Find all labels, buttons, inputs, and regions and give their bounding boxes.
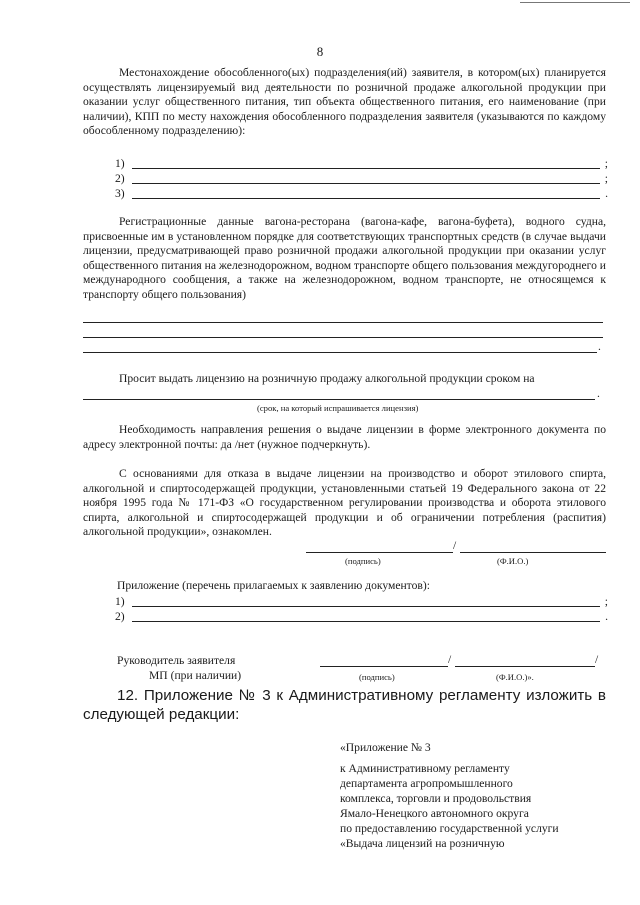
- line-number: 3): [115, 187, 125, 200]
- fill-underline: [132, 621, 600, 622]
- attachment-line-2[interactable]: [115, 609, 608, 624]
- term-fill-line[interactable]: [83, 399, 595, 400]
- fill-underline: [132, 198, 600, 199]
- refusal-slash: /: [453, 539, 457, 552]
- transport-fill-line-3[interactable]: [83, 352, 597, 353]
- refusal-name-line[interactable]: [460, 552, 606, 553]
- refusal-signature-line[interactable]: [306, 552, 453, 553]
- transport-fill-line-1[interactable]: [83, 322, 603, 323]
- attachment-heading: Приложение (перечень прилагаемых к заявлению документов):: [117, 579, 430, 592]
- appendix-header: [340, 740, 620, 851]
- transport-paragraph: Регистрационные данные вагона-ресторана (вагона-кафе, вагона-буфета), водного судна, присвоенные им в установленном порядке для соответствующих транспортных средств (в случае выдачи лицензии, предусматривающей право розничной продажи алкогольной продукции при оказании услуг общественного питания на железнодорожном, водном транспорте общего пользования междугороднего и международного сообщения, а также на железнодорожном, водном транспорте, не относящемся к транспорту общего пользования): [83, 215, 606, 301]
- fill-underline: [132, 168, 600, 169]
- fill-underline: [132, 183, 600, 184]
- line-number: 2): [115, 610, 125, 623]
- subdivision-line-1[interactable]: [115, 156, 608, 171]
- line-end-mark: ;: [604, 157, 608, 170]
- head-slash-1: /: [448, 653, 452, 666]
- email-paragraph: Необходимость направления решения о выдаче лицензии в форме электронного документа по адресу электронной почты: да /нет (нужное подчеркнуть).: [83, 423, 606, 451]
- appendix-header-line: Ямало-Ненецкого автономного округа: [340, 807, 529, 820]
- line-end-mark: ;: [604, 172, 608, 185]
- line-number: 1): [115, 157, 125, 170]
- term-text: Просит выдать лицензию на розничную продажу алкогольной продукции сроком на: [119, 372, 535, 385]
- head-signature-caption: (подпись): [359, 672, 395, 682]
- head-name-caption: (Ф.И.О.)».: [496, 672, 534, 682]
- appendix-header-line: по предоставлению государственной услуги: [340, 822, 559, 835]
- corner-rule: [520, 2, 630, 3]
- term-end-mark: .: [597, 387, 600, 400]
- subdivision-line-2[interactable]: [115, 171, 608, 186]
- line-end-mark: ;: [604, 595, 608, 608]
- head-signature-line[interactable]: [320, 666, 448, 667]
- refusal-name-caption: (Ф.И.О.): [497, 556, 529, 566]
- amendment-line-2: следующей редакции:: [83, 706, 240, 723]
- amendment-line-1: 12. Приложение № 3 к Административному регламенту изложить в: [117, 687, 606, 704]
- head-slash-2: /: [595, 653, 599, 666]
- fill-underline: [132, 606, 600, 607]
- subdivision-paragraph: Местонахождение обособленного(ых) подразделения(ий) заявителя, в котором(ых) планируется осуществлять лицензируемый вид деятельности по розничной продаже алкогольной продукции при оказании услуг общественного питания, тип объекта общественного питания, его наименование (при наличии), КПП по месту нахождения обособленного подразделения заявителя (указываются по каждому обособленному подразделению):: [83, 66, 606, 138]
- line-number: 2): [115, 172, 125, 185]
- seal-label: МП (при наличии): [149, 669, 242, 682]
- term-caption: (срок, на который испрашивается лицензия): [257, 403, 419, 413]
- transport-end-mark: .: [598, 340, 601, 353]
- refusal-paragraph: С основаниями для отказа в выдаче лицензии на производство и оборот этилового спирта, алкогольной и спиртосодержащей продукции, установленными статьей 19 Федерального закона от 22 ноября 1995 года № 171-ФЗ «О государственном регулировании производства и оборота этилового спирта, алкогольной и спиртосодержащей продукции и об ограничении потребления (распития) алкогольной продукции», ознакомлен.: [83, 467, 606, 539]
- appendix-header-line: «Приложение № 3: [340, 741, 431, 754]
- line-end-mark: .: [605, 610, 608, 623]
- line-end-mark: .: [605, 187, 608, 200]
- amendment-paragraph: [83, 686, 606, 724]
- appendix-header-line: к Административному регламенту: [340, 762, 510, 775]
- line-number: 1): [115, 595, 125, 608]
- head-name-line[interactable]: [455, 666, 595, 667]
- subdivision-line-3[interactable]: [115, 186, 608, 201]
- appendix-header-line: департамента агропромышленного: [340, 777, 513, 790]
- head-title: Руководитель заявителя: [117, 654, 236, 667]
- page-number: 8: [316, 44, 324, 59]
- transport-fill-line-2[interactable]: [83, 337, 603, 338]
- appendix-header-line: комплекса, торговли и продовольствия: [340, 792, 532, 805]
- appendix-header-line: «Выдача лицензий на розничную: [340, 837, 505, 850]
- refusal-signature-caption: (подпись): [345, 556, 381, 566]
- attachment-line-1[interactable]: [115, 594, 608, 609]
